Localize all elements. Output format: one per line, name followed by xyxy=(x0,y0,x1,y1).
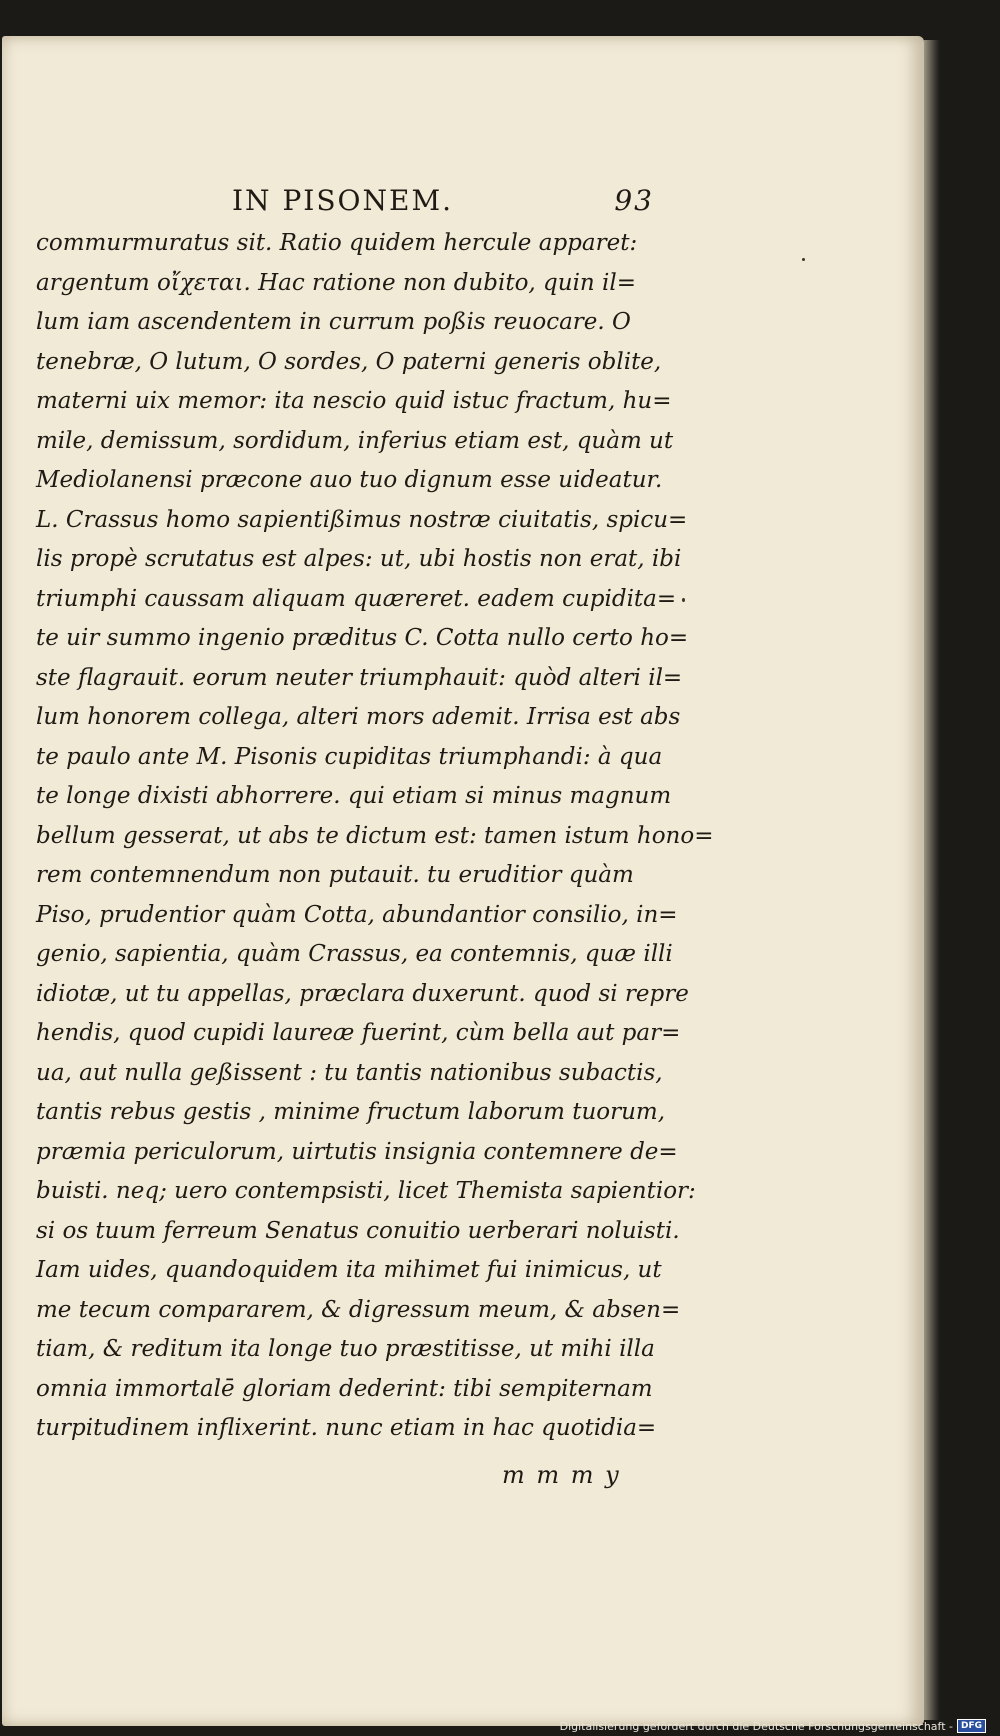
credit-text: Digitalisierung gefördert durch die Deutsche Forschungsgemeinschaft - xyxy=(559,1719,953,1733)
text-line: omnia immortalē gloriam dederint: tibi sempiternam xyxy=(36,1375,653,1402)
text-line: argentum οἴχεται. Hac ratione non dubito, quin il= xyxy=(36,269,637,296)
text-line: si os tuum ferreum Senatus conuitio uerberari noluisti. xyxy=(36,1217,680,1244)
page-header xyxy=(232,184,662,224)
text-line: Piso, prudentior quàm Cotta, abundantior consilio, in= xyxy=(36,901,678,928)
text-line: bellum gesserat, ut abs te dictum est: tamen istum hono= xyxy=(36,822,714,849)
book-page xyxy=(2,36,924,1726)
body-text xyxy=(36,224,714,1449)
text-line: tenebræ, O lutum, O sordes, O paterni generis oblite, xyxy=(36,348,662,375)
digitization-credit xyxy=(560,1719,986,1733)
text-line: te longe dixisti abhorrere. qui etiam si minus magnum xyxy=(36,783,672,809)
text-line: lis propè scrutatus est alpes: ut, ubi hostis non erat, ibi xyxy=(36,546,682,572)
text-line: genio, sapientia, quàm Crassus, ea contemnis, quæ illi xyxy=(36,941,673,967)
text-line: præmia periculorum, uirtutis insignia contemnere de= xyxy=(36,1138,678,1165)
text-line: rem contemnendum non putauit. tu eruditior quàm xyxy=(36,862,634,888)
paper-speck xyxy=(802,258,805,261)
text-line: turpitudinem inflixerint. nunc etiam in hac quotidia= xyxy=(36,1415,657,1441)
text-line: L. Crassus homo sapientißimus nostræ ciuitatis, spicu= xyxy=(36,506,688,533)
text-line: idiotæ, ut tu appellas, præclara duxerunt. quod si repre xyxy=(36,980,689,1007)
paper-speck xyxy=(682,598,685,602)
text-line: buisti. neq; uero contempsisti, licet Themista sapientior: xyxy=(36,1178,696,1204)
text-line: lum honorem collega, alteri mors ademit. Irrisa est abs xyxy=(36,704,681,730)
text-line: te uir summo ingenio præditus C. Cotta nullo certo ho= xyxy=(36,625,689,651)
dfg-logo: DFG xyxy=(957,1719,986,1733)
text-line: tiam, & reditum ita longe tuo præstitisse, ut mihi illa xyxy=(36,1336,655,1362)
text-line: lum iam ascendentem in currum poßis reuocare. O xyxy=(36,309,631,335)
text-line: hendis, quod cupidi laureæ fuerint, cùm bella aut par= xyxy=(36,1020,681,1046)
text-line: tantis rebus gestis , minime fructum laborum tuorum, xyxy=(36,1099,666,1125)
text-line: commurmuratus sit. Ratio quidem hercule apparet: xyxy=(36,230,638,256)
page-edge xyxy=(924,40,940,1720)
signature-mark: m m m y xyxy=(502,1461,621,1489)
text-line: ste flagrauit. eorum neuter triumphauit: quòd alteri il= xyxy=(36,664,683,691)
text-line: ua, aut nulla geßissent : tu tantis nationibus subactis, xyxy=(36,1059,663,1086)
running-head: IN PISONEM. xyxy=(232,184,454,217)
text-line: Mediolanensi præcone auo tuo dignum esse uideatur. xyxy=(36,467,663,493)
text-line: te paulo ante M. Pisonis cupiditas triumphandi: à qua xyxy=(36,743,663,770)
text-line: materni uix memor: ita nescio quid istuc fractum, hu= xyxy=(36,388,672,414)
page-number: 93 xyxy=(614,184,654,217)
text-line: me tecum compararem, & digressum meum, & absen= xyxy=(36,1296,681,1323)
text-line: triumphi caussam aliquam quæreret. eadem cupidita= xyxy=(36,585,677,612)
text-line: Iam uides, quandoquidem ita mihimet fui inimicus, ut xyxy=(36,1257,662,1283)
text-line: mile, demissum, sordidum, inferius etiam est, quàm ut xyxy=(36,427,674,454)
